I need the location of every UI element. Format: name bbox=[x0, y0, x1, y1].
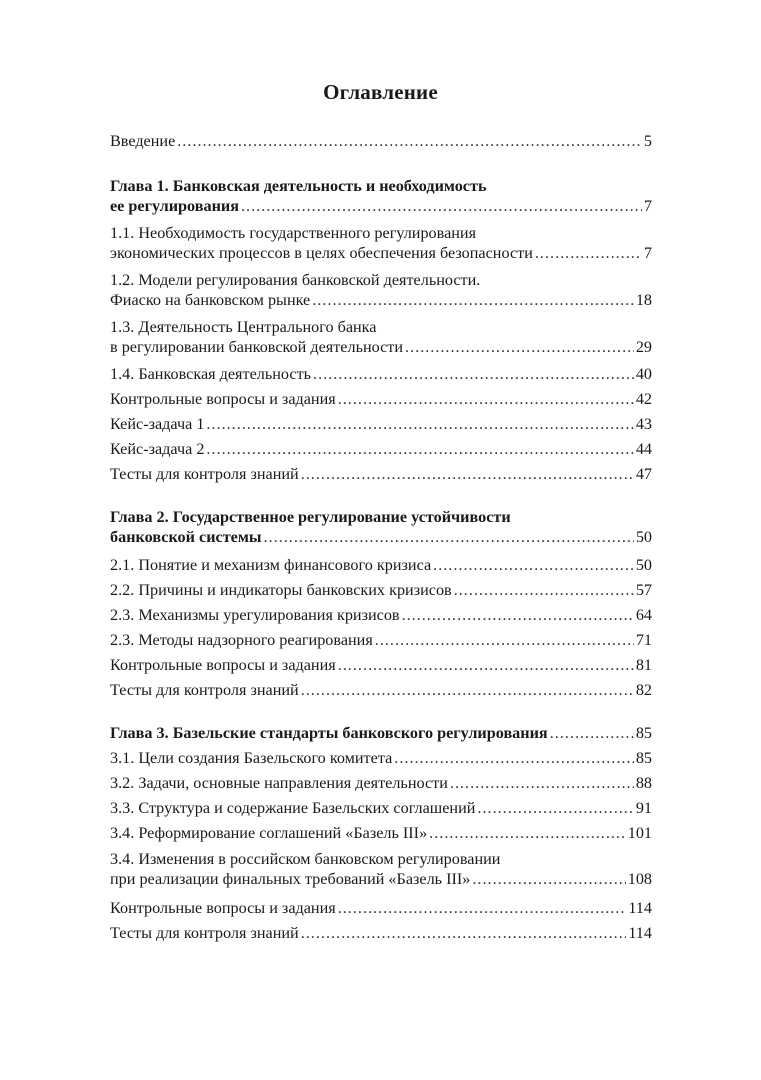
page-title: Оглавление bbox=[323, 80, 438, 104]
toc-entry-2-questions bbox=[110, 655, 652, 675]
entry-page: 40 bbox=[635, 365, 652, 383]
entry-page: 29 bbox=[635, 338, 652, 356]
toc-entry-3-tests bbox=[110, 923, 652, 943]
entry-page: 5 bbox=[643, 132, 652, 150]
chapter-title-line1: Глава 1. Банковская деятельность и необходимость bbox=[110, 177, 487, 195]
toc-entry-1-tests bbox=[110, 464, 652, 484]
entry-label-line1: 1.1. Необходимость государственного регулирования bbox=[110, 224, 477, 242]
toc-entry-3-1 bbox=[110, 748, 652, 768]
entry-label: 2.2. Причины и индикаторы банковских кризисов bbox=[110, 581, 452, 599]
entry-page: 50 bbox=[635, 528, 652, 546]
chapter-title: Глава 3. Базельские стандарты банковского регулирования bbox=[110, 724, 548, 742]
entry-label: Контрольные вопросы и задания bbox=[110, 656, 336, 674]
entry-label: 3.4. Реформирование соглашений «Базель III» bbox=[110, 824, 428, 842]
toc-entry-1-3 bbox=[110, 317, 652, 357]
entry-label: Контрольные вопросы и задания bbox=[110, 899, 336, 917]
entry-label: 3.2. Задачи, основные направления деятельности bbox=[110, 774, 448, 792]
toc-entry-3-5 bbox=[110, 849, 652, 889]
toc-entry-1-questions bbox=[110, 389, 652, 409]
entry-label-line2: при реализации финальных требований «Базель III» bbox=[110, 870, 471, 888]
entry-page: 88 bbox=[635, 774, 652, 792]
entry-label-line2: Фиаско на банковском рынке bbox=[110, 291, 311, 309]
entry-label: 2.3. Механизмы урегулирования кризисов bbox=[110, 606, 400, 624]
toc-entry-2-3 bbox=[110, 605, 652, 625]
toc-entry-1-1 bbox=[110, 223, 652, 263]
entry-page: 47 bbox=[635, 465, 652, 483]
entry-page: 82 bbox=[635, 681, 652, 699]
toc-entry-3-questions bbox=[110, 898, 652, 918]
toc-entry-1-case2 bbox=[110, 439, 652, 459]
entry-page: 57 bbox=[635, 581, 652, 599]
toc-entry-3-4 bbox=[110, 823, 652, 843]
entry-label: Контрольные вопросы и задания bbox=[110, 390, 336, 408]
entry-label: 3.1. Цели создания Базельского комитета bbox=[110, 749, 393, 767]
entry-page: 18 bbox=[635, 291, 652, 309]
entry-page: 81 bbox=[635, 656, 652, 674]
toc-entry-2-tests bbox=[110, 680, 652, 700]
entry-page: 42 bbox=[635, 390, 652, 408]
entry-page: 50 bbox=[635, 556, 652, 574]
chapter-title-line1: Глава 2. Государственное регулирование устойчивости bbox=[110, 508, 511, 526]
entry-label: 2.1. Понятие и механизм финансового кризиса bbox=[110, 556, 432, 574]
chapter-title-line2: ее регулирования bbox=[110, 197, 239, 215]
toc-chapter-2 bbox=[110, 507, 652, 547]
entry-label: Кейс-задача 2 bbox=[110, 440, 205, 458]
toc-entry-1-4 bbox=[110, 364, 652, 384]
entry-page: 44 bbox=[635, 440, 652, 458]
entry-label: Тесты для контроля знаний bbox=[110, 681, 299, 699]
entry-label: Введение bbox=[110, 132, 176, 150]
entry-page: 101 bbox=[627, 824, 652, 842]
entry-label: 3.3. Структура и содержание Базельских соглашений bbox=[110, 799, 476, 817]
entry-page: 108 bbox=[627, 870, 652, 888]
entry-label: Тесты для контроля знаний bbox=[110, 465, 299, 483]
entry-label-line1: 3.4. Изменения в российском банковском регулировании bbox=[110, 850, 501, 868]
toc-entry-intro bbox=[110, 131, 652, 151]
entry-page: 7 bbox=[643, 197, 652, 215]
toc-entry-2-1 bbox=[110, 555, 652, 575]
entry-label-line1: 1.2. Модели регулирования банковской деятельности. bbox=[110, 271, 481, 289]
entry-label-line2: экономических процессов в целях обеспечения безопасности bbox=[110, 244, 533, 262]
toc-entry-3-2 bbox=[110, 773, 652, 793]
entry-page: 43 bbox=[635, 415, 652, 433]
toc-entry-2-4 bbox=[110, 630, 652, 650]
entry-page: 114 bbox=[628, 924, 652, 942]
toc-entry-1-2 bbox=[110, 270, 652, 310]
entry-page: 7 bbox=[643, 244, 652, 262]
entry-label: 1.4. Банковская деятельность bbox=[110, 365, 312, 383]
entry-label: Кейс-задача 1 bbox=[110, 415, 205, 433]
toc-entry-2-2 bbox=[110, 580, 652, 600]
toc-entry-1-case1 bbox=[110, 414, 652, 434]
entry-label-line1: 1.3. Деятельность Центрального банка bbox=[110, 318, 377, 336]
entry-label: Тесты для контроля знаний bbox=[110, 924, 299, 942]
entry-page: 85 bbox=[635, 749, 652, 767]
chapter-title-line2: банковской системы bbox=[110, 528, 262, 546]
entry-page: 114 bbox=[628, 899, 652, 917]
toc-entry-3-3 bbox=[110, 798, 652, 818]
entry-page: 85 bbox=[635, 724, 652, 742]
entry-page: 71 bbox=[635, 631, 652, 649]
entry-label: 2.3. Методы надзорного реагирования bbox=[110, 631, 373, 649]
entry-page: 64 bbox=[635, 606, 652, 624]
entry-page: 91 bbox=[635, 799, 652, 817]
toc-chapter-1 bbox=[110, 176, 652, 216]
toc-chapter-3 bbox=[110, 723, 652, 743]
entry-label-line2: в регулировании банковской деятельности bbox=[110, 338, 404, 356]
